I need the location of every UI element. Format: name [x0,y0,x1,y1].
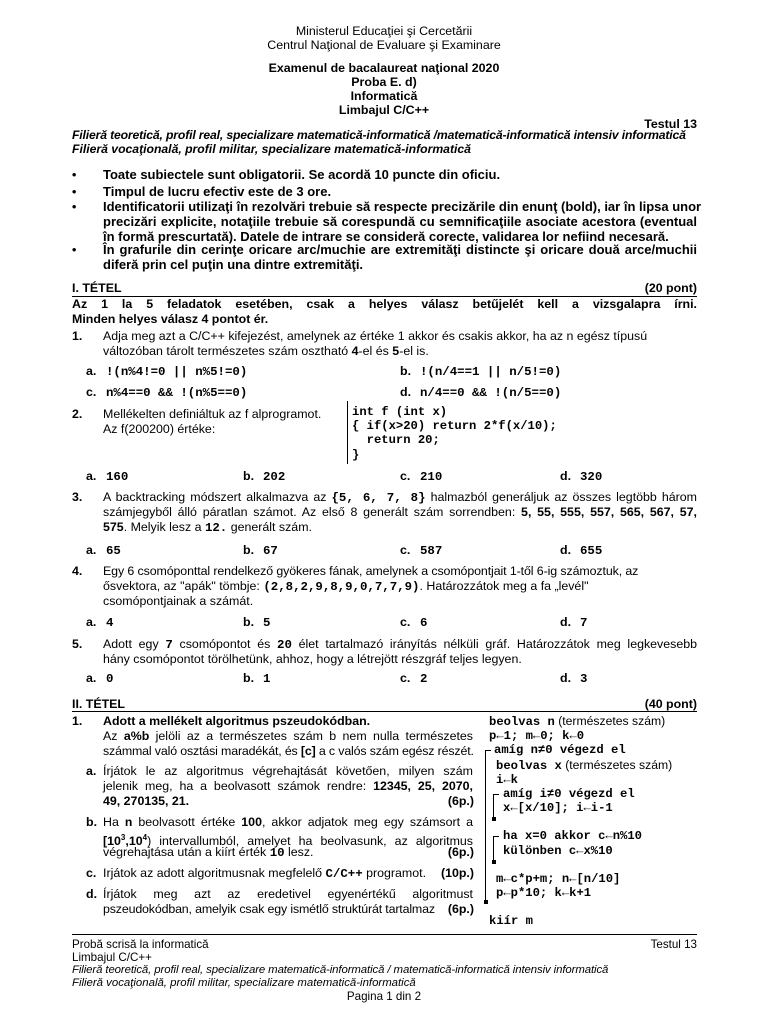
exam-proba: Proba E. d) [351,75,417,89]
ministry-name: Ministerul Educaţiei şi Cercetării [295,24,473,38]
question-5-text-2: hány csomópontot törölhetünk, ahhoz, hogy a létrejött részgráf teljes legyen. [103,652,522,666]
section-2-points: (40 pont) [644,697,697,711]
instruction-3-line-3: în formă prescurtată). Datele de intrare se consideră corecte, validarea lor nefiind necesară. [103,229,669,244]
subtask-d-text-2: pszeudokódban, amelyik csak egy ismétlő struktúrát tartalmaz [103,902,435,916]
code-line: } [352,448,360,462]
subtask-d-text-1: Írjátok meg azt az eredetivel egyenértékű algoritmust [103,887,473,901]
question-3-option-a: a. 65 [86,543,121,558]
pseudo-line: ha x=0 akkor c←n%10 [503,829,642,843]
subtask-b-text-1: Ha n beolvasott értéke 100, akkor adjatok meg egy számsort a [103,815,473,830]
question-number: 5. [72,637,83,651]
pseudo-line: x←[x/10]; i←i-1 [503,801,613,815]
subtask-c-points: (10p.) [440,866,474,880]
question-3-option-d: d. 655 [560,543,603,558]
subtask-d-points: (6p.) [447,902,474,916]
subtask-a-label: a. [86,764,97,778]
question-number: 1. [72,329,83,343]
question-2-option-d: d. 320 [560,469,603,484]
algorithm-title: Adott a mellékelt algoritmus pszeudokódban. [103,714,371,728]
evaluation-center: Centrul Naţional de Evaluare şi Examinare [267,38,501,52]
pseudo-line: p←1; m←0; k←0 [489,729,585,743]
question-4-text-3: csomópontjainak a számát. [103,594,254,608]
subtask-a-text-3: 49, 270135, 21. [103,794,190,808]
footer-filiera-2: Filieră vocaţională, profil militar, specializare matematică-informatică [72,977,416,989]
question-2-option-c: c. 210 [400,469,443,484]
subtask-a-text-2: jelenik meg, ha a beolvasott számok rendre: 12345, 25, 2070, [103,779,473,793]
subtask-d-label: d. [86,887,98,901]
question-3-text-1: A backtracking módszert alkalmazva az {5, 6, 7, 8} halmazból generáljuk az összes legtöbb három [103,490,698,505]
question-3-text-2: számjegyből álló páratlan számot. Az első 8 generált szám sorrendben: 5, 55, 555, 557, 565, 567, 57, [103,505,697,519]
question-4-option-b: b. 5 [243,615,271,630]
instruction-4-line-2: diferă prin cel puţin una dintre extremităţi. [103,257,364,272]
if-end-marker [492,860,496,864]
question-1-option-b: b. !(n/4==1 || n/5!=0) [400,364,562,379]
question-1-option-c: c. n%4==0 && !(n%5==0) [86,385,248,400]
question-4-option-a: a. 4 [86,615,114,630]
pseudo-line: amíg n≠0 végezd el [494,743,626,757]
question-2-text-2: Az f(200200) értéke: [103,422,216,436]
question-4-option-d: d. 7 [560,615,588,630]
pseudo-line: p←p*10; k←k+1 [496,886,592,900]
question-3-option-b: b. 67 [243,543,278,558]
section-1-intro-1: Az 1 la 5 feladatok esetében, csak a helyes válasz betűjelét kell a vizsgalapra írni. [72,297,697,311]
question-4-text-2: ősvektora, az "apák" tömbje: (2,8,2,9,8,9,0,7,7,9). Határozzátok meg a fa „levél" [103,579,589,594]
question-5-option-d: d. 3 [560,671,588,686]
code-line: int f (int x) [352,405,448,419]
question-number: 1. [72,714,83,728]
page-number: Pagina 1 din 2 [346,990,422,1003]
subtask-c-text: Irjátok az adott algoritmusnak megfelelő C/C++ programot. [103,866,427,881]
subtask-a-points: (6p.) [447,794,474,808]
code-box-bracket [347,401,348,464]
question-number: 3. [72,490,83,504]
question-4-option-c: c. 6 [400,615,428,630]
loop-end-marker [492,817,496,821]
question-1-option-d: d. n/4==0 && !(n/5==0) [400,385,562,400]
question-4-text-1: Egy 6 csomóponttal rendelkező gyökeres fának, amelynek a csomópontjait 1-től 6-ig számoztuk, az [103,564,639,578]
question-5-text-1: Adott egy 7 csomópontot és 20 élet tartalmazó irányítás nélküli gráf. Határozzátok meg legkevesebb [103,637,698,652]
bullet-icon: • [72,243,77,257]
question-1-text-2: változóban tárolt természetes szám osztható 4-el és 5-el is. [103,344,429,358]
question-5-option-a: a. 0 [86,671,114,686]
test-number: Testul 13 [644,117,697,131]
code-line: return 20; [352,433,440,447]
section-1-intro-2: Minden helyes válasz 4 pontot ér. [72,312,269,326]
bullet-icon: • [72,185,77,199]
loop-bracket [493,794,494,819]
exam-language: Limbajul C/C++ [338,103,430,117]
pseudo-line: beolvas x (természetes szám) [496,758,673,773]
footer-left-2: Limbajul C/C++ [72,951,152,964]
question-2-text-1: Mellékelten definiáltuk az f alprogramot. [103,407,322,421]
instruction-3-line-1: Identificatorii utilizaţi în rezolvări trebuie să respecte precizările din enunţ (bold), iar în lipsa unor [103,199,702,214]
instruction-1: Toate subiectele sunt obligatorii. Se acordă 10 puncte din oficiu. [103,167,501,182]
bullet-icon: • [72,200,77,214]
footer-test-number: Testul 13 [650,938,697,951]
filiera-line-2: Filieră vocaţională, profil militar, specializare matematică-informatică [72,142,471,156]
section-1-points: (20 pont) [644,281,697,295]
subtask-a-text-1: Írjátok le az algoritmus végrehajtását követően, milyen szám [103,764,473,778]
instruction-2: Timpul de lucru efectiv este de 3 ore. [103,184,332,199]
subtask-c-label: c. [86,866,97,880]
section-divider [72,711,697,712]
bullet-icon: • [72,168,77,182]
instruction-3-line-2: precizări explicite, notaţiile trebuie să corespundă cu semnificaţiile asociate acestora (eventual [103,214,697,229]
subtask-b-text-2: $[10^3,10^4)$ intervallumból, amelyet ha beolvasunk, az algoritmus [103,833,473,849]
loop-bracket [485,750,486,902]
section-1-title: I. TÉTEL [72,281,122,295]
question-5-option-b: b. 1 [243,671,271,686]
pseudo-line: amíg i≠0 végezd el [503,787,635,801]
question-number: 2. [72,407,83,421]
question-5-option-c: c. 2 [400,671,428,686]
footer-divider [72,934,697,935]
pseudo-line: különben c←x%10 [503,844,613,858]
subtask-b-points: (6p.) [447,845,474,859]
instruction-4-line-1: În grafurile din cerinţe oricare arc/muchie are extremităţi distincte şi oricare două arce/muchii [103,242,697,257]
footer-filiera-1: Filieră teoretică, profil real, specializare matematică-informatică / matematică-informatică intensiv informatică [72,964,609,976]
footer-left-1: Probă scrisă la informatică [72,938,209,951]
question-3-option-c: c. 587 [400,543,443,558]
exam-subject: Informatică [350,89,418,103]
algorithm-desc-2: számmal való osztási maradékát, és [c] a c valós szám egész részét. [103,744,474,758]
section-2-title: II. TÉTEL [72,697,126,711]
question-number: 4. [72,564,83,578]
code-line: { if(x>20) return 2*f(x/10); [352,419,557,433]
question-2-option-a: a. 160 [86,469,129,484]
subtask-b-text-3: végrehajtása után a kiírt érték 10 lesz. [103,845,314,860]
pseudo-line: m←c*p+m; n←[n/10] [496,872,621,886]
exam-title: Examenul de bacalaureat naţional 2020 [268,61,500,75]
subtask-b-label: b. [86,815,98,829]
question-1-text-1: Adja meg azt a C/C++ kifejezést, amelynek az értéke 1 akkor és csakis akkor, ha az n egész típusú [103,329,648,343]
pseudo-line: kiír m [489,914,533,928]
question-1-option-a: a. !(n%4!=0 || n%5!=0) [86,364,248,379]
pseudo-line: i←k [496,773,518,787]
question-3-text-3: 575. Melyik lesz a 12. generált szám. [103,520,312,535]
algorithm-desc-1: Az a%b jelöli az a természetes szám b nem nulla természetes [103,729,474,743]
pseudo-line: beolvas n (természetes szám) [489,714,666,729]
filiera-line-1: Filieră teoretică, profil real, specializare matematică-informatică /matematică-informatică intensiv informatică [72,128,686,142]
question-2-option-b: b. 202 [243,469,286,484]
loop-end-marker [484,900,488,904]
if-bracket [493,836,494,862]
